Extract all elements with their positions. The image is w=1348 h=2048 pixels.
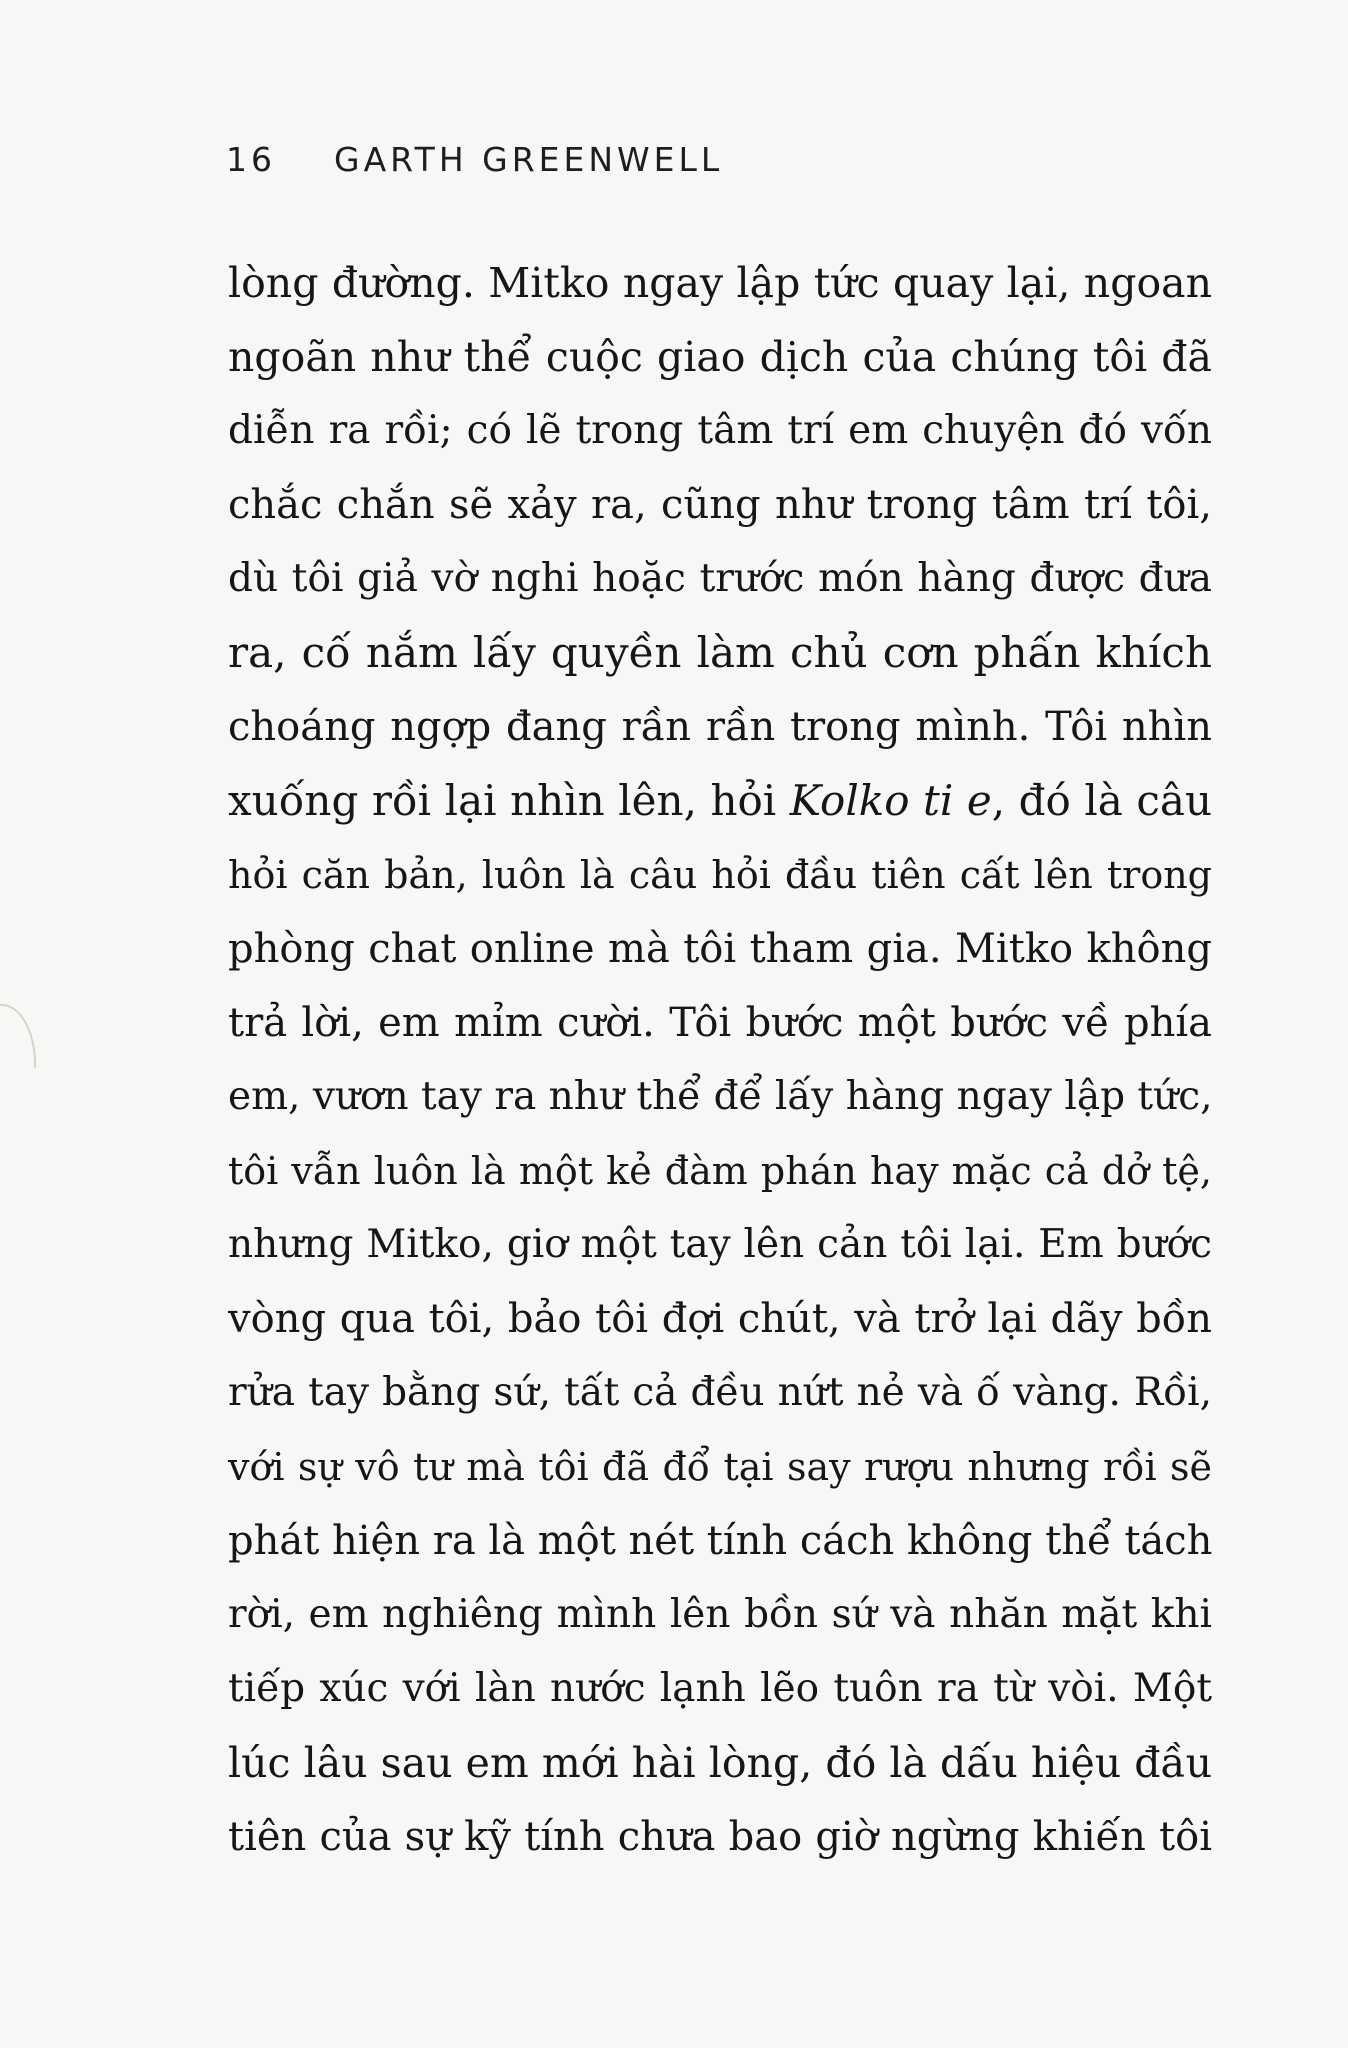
page-number: 16 <box>226 139 276 179</box>
body-text <box>228 246 1212 1874</box>
page-edge-mark <box>0 1004 36 1068</box>
text-line: em, vươn tay ra như thể để lấy hàng ngay lập tức, <box>228 1074 1213 1119</box>
running-title: GARTH GREENWELL <box>334 139 724 179</box>
text-line: trả lời, em mỉm cười. Tôi bước một bước về phía <box>228 1000 1212 1046</box>
text-line: phòng chat online mà tôi tham gia. Mitko không <box>228 926 1212 972</box>
text-line: tiếp xúc với làn nước lạnh lẽo tuôn ra từ vòi. Một <box>228 1666 1212 1711</box>
text-line: vòng qua tôi, bảo tôi đợi chút, và trở lại dãy bồn <box>228 1296 1212 1342</box>
text-line: hỏi căn bản, luôn là câu hỏi đầu tiên cất lên trong <box>228 853 1212 897</box>
text-line: lúc lâu sau em mới hài lòng, đó là dấu hiệu đầu <box>228 1739 1212 1787</box>
running-head <box>226 136 723 182</box>
text-line-with-italic <box>228 764 1212 838</box>
text-line: ra, cố nắm lấy quyền làm chủ cơn phấn khích <box>228 628 1212 677</box>
line-segment: , đó là câu <box>991 776 1212 825</box>
text-line: phát hiện ra là một nét tính cách không thể tách <box>228 1518 1213 1564</box>
text-line: dù tôi giả vờ nghi hoặc trước món hàng được đưa <box>228 556 1212 601</box>
text-line: chắc chắn sẽ xảy ra, cũng như trong tâm trí tôi, <box>228 482 1212 528</box>
text-line: rửa tay bằng sứ, tất cả đều nứt nẻ và ố vàng. Rồi, <box>228 1370 1212 1415</box>
text-line: nhưng Mitko, giơ một tay lên cản tôi lại. Em bước <box>228 1222 1212 1267</box>
text-line: choáng ngợp đang rần rần trong mình. Tôi nhìn <box>228 704 1212 750</box>
text-line: tôi vẫn luôn là một kẻ đàm phán hay mặc cả dở tệ, <box>228 1149 1212 1193</box>
text-line: rời, em nghiêng mình lên bồn sứ và nhăn mặt khi <box>228 1592 1212 1637</box>
text-line: với sự vô tư mà tôi đã đổ tại say rượu nhưng rồi sẽ <box>228 1445 1212 1489</box>
italic-phrase: Kolko ti e <box>789 776 992 825</box>
text-line: lòng đường. Mitko ngay lập tức quay lại, ngoan <box>228 259 1212 307</box>
line-segment: xuống rồi lại nhìn lên, hỏi <box>228 776 790 825</box>
text-line: ngoãn như thể cuộc giao dịch của chúng tôi đã <box>228 333 1212 381</box>
text-line: tiên của sự kỹ tính chưa bao giờ ngừng khiến tôi <box>228 1814 1212 1860</box>
text-line: diễn ra rồi; có lẽ trong tâm trí em chuyện đó vốn <box>228 408 1212 453</box>
